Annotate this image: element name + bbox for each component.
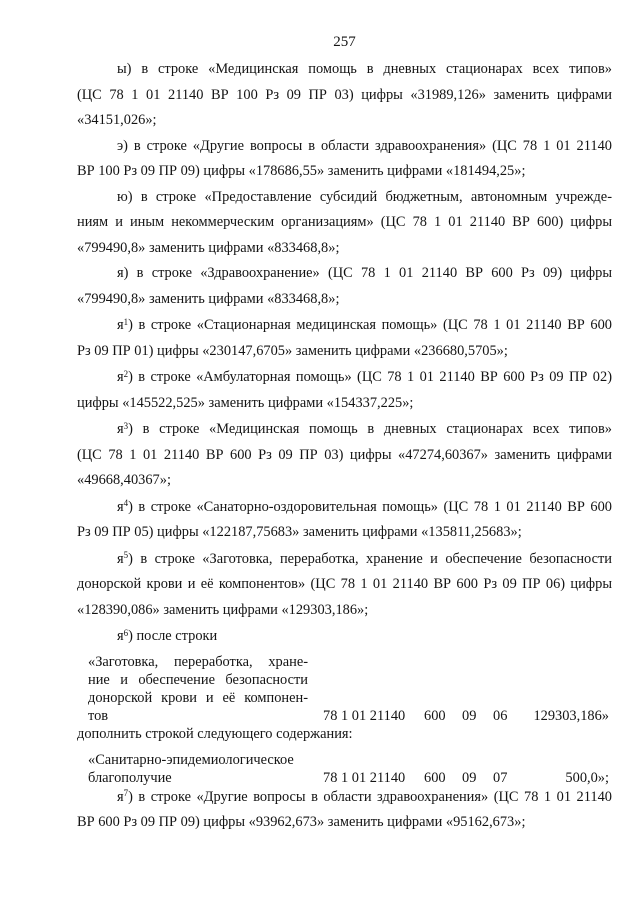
section-code: 09 bbox=[462, 707, 477, 724]
budget-table-row-existing bbox=[77, 653, 612, 725]
item-marker: я bbox=[117, 498, 124, 515]
text-line: «799490,8» заменить цифрами «833468,8»; bbox=[77, 239, 340, 256]
amendment-item bbox=[77, 785, 612, 836]
text-line-rest: ) в строке «Медицинская помощь в дневных стационарах всех типов» bbox=[128, 421, 612, 437]
text-line: Рз 09 ПР 05) цифры «122187,75683» заменить цифрами «135811,25683»; bbox=[77, 524, 522, 540]
text-line: донорской крови и её компонентов» (ЦС 78 1 01 21140 ВР 600 Рз 09 ПР 06) цифры bbox=[77, 576, 612, 592]
text-line: Рз 09 ПР 01) цифры «230147,6705» заменить цифрами «236680,5705»; bbox=[77, 342, 508, 359]
item-marker: я bbox=[117, 317, 124, 333]
budget-table-row-added bbox=[77, 751, 612, 787]
text-line: «49668,40367»; bbox=[77, 472, 171, 488]
subsection-code: 06 bbox=[493, 707, 508, 724]
amendment-item bbox=[77, 495, 612, 546]
text-line: (ЦС 78 1 01 21140 ВР 100 Рз 09 ПР 03) цифры «31989,126» заменить цифрами bbox=[77, 86, 612, 103]
item-marker: я bbox=[117, 550, 124, 567]
text-line bbox=[77, 313, 612, 339]
amendment-item bbox=[77, 134, 612, 185]
text-line: «34151,026»; bbox=[77, 112, 157, 128]
row-name-line: благополучие bbox=[88, 769, 172, 786]
text-line: ниям и иным некоммерческим организациям» (ЦС 78 1 01 21140 ВР 600) цифры bbox=[77, 214, 612, 230]
item-superscript: 1 bbox=[123, 316, 129, 327]
text-line-rest: ) после строки bbox=[128, 628, 218, 644]
item-marker: я bbox=[117, 628, 124, 644]
row-name bbox=[88, 751, 308, 787]
text-line-rest: ) в строке «Амбулаторная помощь» (ЦС 78 1 01 21140 ВР 600 Рз 09 ПР 02) bbox=[128, 369, 612, 385]
text-line bbox=[77, 624, 612, 650]
amendment-item bbox=[77, 417, 612, 494]
text-line bbox=[77, 785, 612, 811]
row-name-line: «Санитарно-эпидемиологическое bbox=[88, 751, 294, 768]
target-article-code: 78 1 01 21140 bbox=[323, 707, 406, 724]
page-number: 257 bbox=[333, 34, 356, 50]
text-line-rest: ) в строке «Заготовка, переработка, хранение и обеспечение безопасности bbox=[128, 550, 612, 567]
item-superscript: 7 bbox=[123, 788, 129, 799]
row-name bbox=[88, 653, 308, 725]
text-line-rest: ) в строке «Санаторно-оздоровительная помощь» (ЦС 78 1 01 21140 ВР 600 bbox=[128, 498, 612, 515]
text-line: э) в строке «Другие вопросы в области здравоохранения» (ЦС 78 1 01 21140 bbox=[117, 137, 612, 154]
text-line: цифры «145522,525» заменить цифрами «154337,225»; bbox=[77, 394, 414, 411]
amount: 129303,186» bbox=[533, 707, 609, 724]
target-article-code: 78 1 01 21140 bbox=[323, 769, 406, 786]
subsection-code: 07 bbox=[493, 769, 508, 786]
amendment-item bbox=[77, 547, 612, 624]
text-line: ы) в строке «Медицинская помощь в дневных стационарах всех типов» bbox=[117, 61, 612, 77]
amendment-item bbox=[77, 365, 612, 416]
item-superscript: 2 bbox=[123, 368, 129, 379]
amount: 500,0»; bbox=[565, 769, 609, 786]
item-superscript: 3 bbox=[123, 420, 129, 431]
amendment-item bbox=[77, 624, 612, 650]
text-line: ВР 100 Рз 09 ПР 09) цифры «178686,55» заменить цифрами «181494,25»; bbox=[77, 163, 526, 179]
item-marker: я bbox=[117, 421, 124, 437]
amendment-item bbox=[77, 185, 612, 262]
expense-type-code: 600 bbox=[424, 769, 446, 786]
insert-note: дополнить строкой следующего содержания: bbox=[77, 725, 353, 742]
text-line: я) в строке «Здравоохранение» (ЦС 78 1 01 21140 ВР 600 Рз 09) цифры bbox=[117, 265, 612, 281]
amendment-item bbox=[77, 313, 612, 364]
item-marker: я bbox=[117, 369, 124, 385]
section-code: 09 bbox=[462, 769, 477, 786]
text-line: «799490,8» заменить цифрами «833468,8»; bbox=[77, 290, 340, 307]
amendment-item bbox=[77, 261, 612, 312]
text-line-rest: ) в строке «Стационарная медицинская помощь» (ЦС 78 1 01 21140 ВР 600 bbox=[128, 317, 612, 333]
item-superscript: 6 bbox=[123, 627, 129, 638]
text-line: «128390,086» заменить цифрами «129303,186»; bbox=[77, 601, 369, 618]
text-line: ю) в строке «Предоставление субсидий бюджетным, автономным учрежде- bbox=[117, 188, 612, 205]
text-line bbox=[77, 547, 612, 573]
document-body bbox=[77, 57, 612, 836]
text-line bbox=[77, 417, 612, 443]
text-line bbox=[77, 495, 612, 521]
row-name-line: «Заготовка, переработка, хране- bbox=[88, 653, 308, 670]
text-line: (ЦС 78 1 01 21140 ВР 600 Рз 09 ПР 03) цифры «47274,60367» заменить цифрами bbox=[77, 446, 612, 463]
text-line bbox=[77, 365, 612, 391]
item-superscript: 4 bbox=[123, 498, 129, 509]
item-superscript: 5 bbox=[123, 550, 129, 561]
text-line-rest: ) в строке «Другие вопросы в области здравоохранения» (ЦС 78 1 01 21140 bbox=[128, 788, 612, 805]
expense-type-code: 600 bbox=[424, 707, 446, 724]
amendment-item bbox=[77, 57, 612, 134]
item-marker: я bbox=[117, 788, 124, 805]
row-name-line: тов bbox=[88, 707, 109, 724]
text-line: ВР 600 Рз 09 ПР 09) цифры «93962,673» заменить цифрами «95162,673»; bbox=[77, 814, 526, 830]
row-name-line: донорской крови и её компонен- bbox=[88, 689, 308, 706]
row-name-line: ние и обеспечение безопасности bbox=[88, 671, 308, 688]
